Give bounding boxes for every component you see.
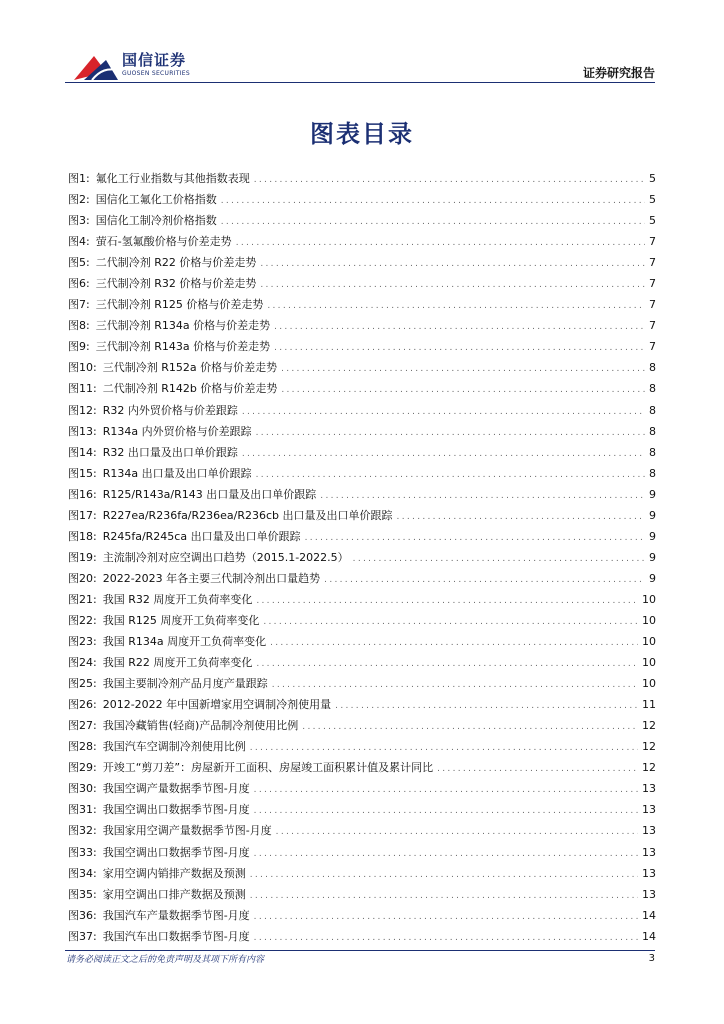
toc-entry-page: 13: [642, 782, 656, 796]
toc-entry-page: 9: [649, 508, 656, 522]
toc-entry-page: 12: [642, 740, 656, 754]
toc-entry-page: 11: [642, 698, 656, 712]
toc-leader-dots: [256, 591, 638, 612]
toc-entry-number: 图27:: [68, 719, 97, 733]
toc-leader-dots: [267, 296, 645, 317]
toc-entry-number: 图10:: [68, 361, 97, 375]
toc-entry-title: 二代制冷剂 R22 价格与价差走势: [95, 256, 257, 270]
toc-entry[interactable]: [68, 884, 656, 905]
toc-entry-page: 7: [649, 256, 656, 270]
toc-entry-page: 7: [649, 340, 656, 354]
toc-entry-page: 9: [649, 571, 656, 585]
toc-entry-page: 8: [649, 382, 656, 396]
toc-entry-title: 国信化工制冷剂价格指数: [95, 214, 217, 228]
toc-leader-dots: [256, 465, 645, 486]
toc-leader-dots: [254, 928, 638, 949]
toc-entry[interactable]: [68, 463, 656, 484]
toc-entry-number: 图3:: [68, 214, 90, 228]
toc-entry-page: 8: [649, 445, 656, 459]
toc-leader-dots: [242, 402, 645, 423]
toc-entry-page: 9: [649, 529, 656, 543]
toc-leader-dots: [335, 696, 638, 717]
toc-entry[interactable]: [68, 694, 656, 715]
footer-divider: [65, 950, 655, 951]
toc-entry-title: 三代制冷剂 R32 价格与价差走势: [95, 277, 257, 291]
toc-leader-dots: [242, 444, 645, 465]
toc-entry[interactable]: [68, 631, 656, 652]
toc-entry-title: 我国汽车产量数据季节图-月度: [102, 908, 250, 922]
page-title: 图表目录: [310, 120, 414, 148]
toc-entry-title: 三代制冷剂 R143a 价格与价差走势: [95, 340, 271, 354]
toc-entry[interactable]: [68, 400, 656, 421]
toc-leader-dots: [276, 822, 638, 843]
toc-entry-page: 13: [642, 803, 656, 817]
toc-entry-title: 我国空调产量数据季节图-月度: [102, 782, 250, 796]
logo-english-name: GUOSEN SECURITIES: [122, 70, 191, 77]
toc-entry[interactable]: [68, 526, 656, 547]
toc-leader-dots: [256, 654, 638, 675]
toc-entry[interactable]: [68, 357, 656, 378]
toc-entry-title: 我国主要制冷剂产品月度产量跟踪: [102, 677, 268, 691]
toc-entry-page: 7: [649, 235, 656, 249]
toc-entry-number: 图34:: [68, 866, 97, 880]
toc-entry-title: 我国冷藏销售(轻商)产品制冷剂使用比例: [102, 719, 299, 733]
toc-entry[interactable]: [68, 926, 656, 947]
toc-entry[interactable]: [68, 421, 656, 442]
toc-entry-title: 我国 R32 周度开工负荷率变化: [102, 592, 253, 606]
toc-entry[interactable]: [68, 231, 656, 252]
toc-entry-page: 9: [649, 550, 656, 564]
toc-entry-title: 氟化工行业指数与其他指数表现: [95, 172, 250, 185]
toc-entry[interactable]: [68, 820, 656, 841]
toc-entry-number: 图16:: [68, 487, 97, 501]
toc-leader-dots: [281, 380, 645, 401]
toc-entry[interactable]: [68, 442, 656, 463]
toc-entry-number: 图11:: [68, 382, 97, 396]
page-number: 3: [648, 953, 655, 964]
toc-entry[interactable]: [68, 568, 656, 589]
toc-entry-number: 图37:: [68, 929, 97, 943]
toc-entry-title: 我国 R22 周度开工负荷率变化: [102, 656, 253, 670]
toc-entry-title: R32 内外贸价格与价差跟踪: [102, 403, 238, 417]
page-header: [0, 0, 724, 86]
toc-entry-number: 图24:: [68, 656, 97, 670]
toc-entry-number: 图23:: [68, 635, 97, 649]
toc-leader-dots: [274, 317, 645, 338]
toc-entry-title: 国信化工氟化工价格指数: [95, 193, 217, 207]
toc-entry[interactable]: [68, 799, 656, 820]
toc-entry-page: 10: [642, 656, 656, 670]
toc-leader-dots: [272, 675, 638, 696]
toc-entry-number: 图12:: [68, 403, 97, 417]
toc-leader-dots: [250, 738, 638, 759]
toc-entry-number: 图29:: [68, 761, 97, 775]
toc-entry-title: R134a 出口量及出口单价跟踪: [102, 466, 252, 480]
toc-leader-dots: [320, 486, 645, 507]
toc-entry-number: 图21:: [68, 592, 97, 606]
toc-entry-page: 5: [649, 172, 656, 185]
toc-entry-title: 我国空调出口数据季节图-月度: [102, 803, 250, 817]
toc-leader-dots: [437, 759, 638, 780]
toc-entry-number: 图25:: [68, 677, 97, 691]
toc-entry-title: 我国 R134a 周度开工负荷率变化: [102, 635, 267, 649]
toc-entry-title: R227ea/R236fa/R236ea/R236cb 出口量及出口单价跟踪: [102, 508, 393, 522]
toc-entry[interactable]: [68, 168, 656, 189]
toc-entry-page: 13: [642, 887, 656, 901]
logo-text: [122, 52, 190, 79]
toc-entry-number: 图13:: [68, 424, 97, 438]
toc-entry[interactable]: [68, 547, 656, 568]
toc-entry-page: 12: [642, 719, 656, 733]
toc-entry-number: 图4:: [68, 235, 90, 249]
toc-leader-dots: [254, 907, 638, 928]
toc-leader-dots: [353, 549, 645, 570]
toc-entry-page: 8: [649, 424, 656, 438]
toc-entry-number: 图9:: [68, 340, 90, 354]
toc-leader-dots: [250, 865, 638, 886]
toc-leader-dots: [302, 717, 638, 738]
toc-entry-number: 图17:: [68, 508, 97, 522]
toc-entry-number: 图35:: [68, 887, 97, 901]
toc-entry-number: 图30:: [68, 782, 97, 796]
toc-entry[interactable]: [68, 210, 656, 231]
toc-entry[interactable]: [68, 610, 656, 631]
toc-leader-dots: [260, 254, 645, 275]
footer-disclaimer: 请务必阅读正文之后的免责声明及其项下所有内容: [66, 955, 265, 965]
toc-entry-number: 图14:: [68, 445, 97, 459]
toc-entry-number: 图28:: [68, 740, 97, 754]
toc-leader-dots: [254, 170, 645, 191]
toc-entry-number: 图22:: [68, 613, 97, 627]
toc-entry[interactable]: [68, 589, 656, 610]
toc-leader-dots: [281, 359, 645, 380]
toc-entry-number: 图19:: [68, 550, 97, 564]
toc-entry-title: 我国家用空调产量数据季节图-月度: [102, 824, 272, 838]
toc-entry[interactable]: [68, 715, 656, 736]
toc-entry-title: 三代制冷剂 R152a 价格与价差走势: [102, 361, 278, 375]
toc-leader-dots: [254, 780, 638, 801]
toc-entry-title: R125/R143a/R143 出口量及出口单价跟踪: [102, 487, 317, 501]
toc-leader-dots: [221, 191, 645, 212]
toc-leader-dots: [305, 528, 645, 549]
toc-entry-page: 5: [649, 214, 656, 228]
toc-entry[interactable]: [68, 484, 656, 505]
toc-entry[interactable]: [68, 652, 656, 673]
toc-leader-dots: [397, 507, 645, 528]
toc-entry-number: 图32:: [68, 824, 97, 838]
toc-entry-title: 家用空调出口排产数据及预测: [102, 887, 246, 901]
toc-entry[interactable]: [68, 842, 656, 863]
toc-entry-page: 8: [649, 403, 656, 417]
logo-chinese-name: 国信证券: [122, 51, 187, 69]
toc-leader-dots: [270, 633, 638, 654]
toc-entry[interactable]: [68, 863, 656, 884]
toc-entry-page: 7: [649, 298, 656, 312]
toc-entry-title: 家用空调内销排产数据及预测: [102, 866, 246, 880]
toc-leader-dots: [260, 275, 645, 296]
toc-entry-number: 图2:: [68, 193, 90, 207]
toc-entry-page: 10: [642, 592, 656, 606]
toc-entry-page: 7: [649, 277, 656, 291]
toc-entry[interactable]: [68, 252, 656, 273]
toc-leader-dots: [263, 612, 638, 633]
toc-entry-title: 我国空调出口数据季节图-月度: [102, 845, 250, 859]
toc-leader-dots: [254, 844, 638, 865]
toc-entry-number: 图1:: [68, 172, 90, 185]
toc-entry[interactable]: [68, 336, 656, 357]
toc-entry[interactable]: [68, 505, 656, 526]
toc-entry[interactable]: [68, 273, 656, 294]
toc-entry[interactable]: [68, 736, 656, 757]
toc-leader-dots: [250, 886, 638, 907]
toc-entry-title: 我国汽车出口数据季节图-月度: [102, 929, 250, 943]
toc-entry-title: R32 出口量及出口单价跟踪: [102, 445, 238, 459]
toc-leader-dots: [236, 233, 645, 254]
toc-entry-page: 10: [642, 677, 656, 691]
toc-entry-title: R245fa/R245ca 出口量及出口单价跟踪: [102, 529, 301, 543]
toc-entry-number: 图26:: [68, 698, 97, 712]
toc-entry-title: R134a 内外贸价格与价差跟踪: [102, 424, 252, 438]
toc-entry-page: 7: [649, 319, 656, 333]
figure-index-list: [68, 168, 656, 947]
toc-entry-title: 我国汽车空调制冷剂使用比例: [102, 740, 246, 754]
toc-entry-page: 13: [642, 824, 656, 838]
toc-entry-number: 图18:: [68, 529, 97, 543]
toc-entry[interactable]: [68, 294, 656, 315]
toc-entry-page: 14: [642, 929, 656, 943]
toc-entry[interactable]: [68, 778, 656, 799]
toc-entry-number: 图8:: [68, 319, 90, 333]
toc-entry[interactable]: [68, 757, 656, 778]
toc-entry-number: 图31:: [68, 803, 97, 817]
toc-leader-dots: [221, 212, 645, 233]
toc-entry-title: 2012-2022 年中国新增家用空调制冷剂使用量: [102, 698, 332, 712]
toc-entry-page: 10: [642, 613, 656, 627]
toc-leader-dots: [324, 570, 645, 591]
toc-entry[interactable]: [68, 189, 656, 210]
toc-entry-title: 主流制冷剂对应空调出口趋势（2015.1-2022.5）: [102, 550, 349, 564]
toc-entry-page: 8: [649, 466, 656, 480]
toc-entry-page: 13: [642, 845, 656, 859]
header-divider: [65, 82, 655, 83]
toc-entry-page: 8: [649, 361, 656, 375]
toc-entry[interactable]: [68, 905, 656, 926]
toc-entry-title: 三代制冷剂 R134a 价格与价差走势: [95, 319, 271, 333]
toc-entry-number: 图15:: [68, 466, 97, 480]
report-type-label: 证券研究报告: [582, 66, 655, 80]
toc-entry-page: 14: [642, 908, 656, 922]
toc-entry-number: 图33:: [68, 845, 97, 859]
toc-leader-dots: [274, 338, 645, 359]
toc-entry-page: 12: [642, 761, 656, 775]
toc-entry-number: 图5:: [68, 256, 90, 270]
toc-entry-page: 13: [642, 866, 656, 880]
toc-entry[interactable]: [68, 378, 656, 399]
toc-entry-number: 图7:: [68, 298, 90, 312]
toc-entry-page: 9: [649, 487, 656, 501]
toc-entry[interactable]: [68, 315, 656, 336]
toc-entry-title: 三代制冷剂 R125 价格与价差走势: [95, 298, 264, 312]
toc-entry-number: 图36:: [68, 908, 97, 922]
toc-entry-title: 2022-2023 年各主要三代制冷剂出口量趋势: [102, 571, 321, 585]
toc-entry-page: 5: [649, 193, 656, 207]
toc-leader-dots: [256, 423, 645, 444]
toc-entry-title: 萤石-氢氟酸价格与价差走势: [95, 235, 232, 249]
toc-entry-number: 图20:: [68, 571, 97, 585]
toc-entry-title: 二代制冷剂 R142b 价格与价差走势: [102, 382, 278, 396]
toc-entry-title: 我国 R125 周度开工负荷率变化: [102, 613, 260, 627]
toc-entry-title: 开竣工“剪刀差”：房屋新开工面积、房屋竣工面积累计值及累计同比: [102, 761, 434, 775]
toc-leader-dots: [254, 801, 638, 822]
toc-entry-number: 图6:: [68, 277, 90, 291]
toc-entry-page: 10: [642, 635, 656, 649]
toc-entry[interactable]: [68, 673, 656, 694]
